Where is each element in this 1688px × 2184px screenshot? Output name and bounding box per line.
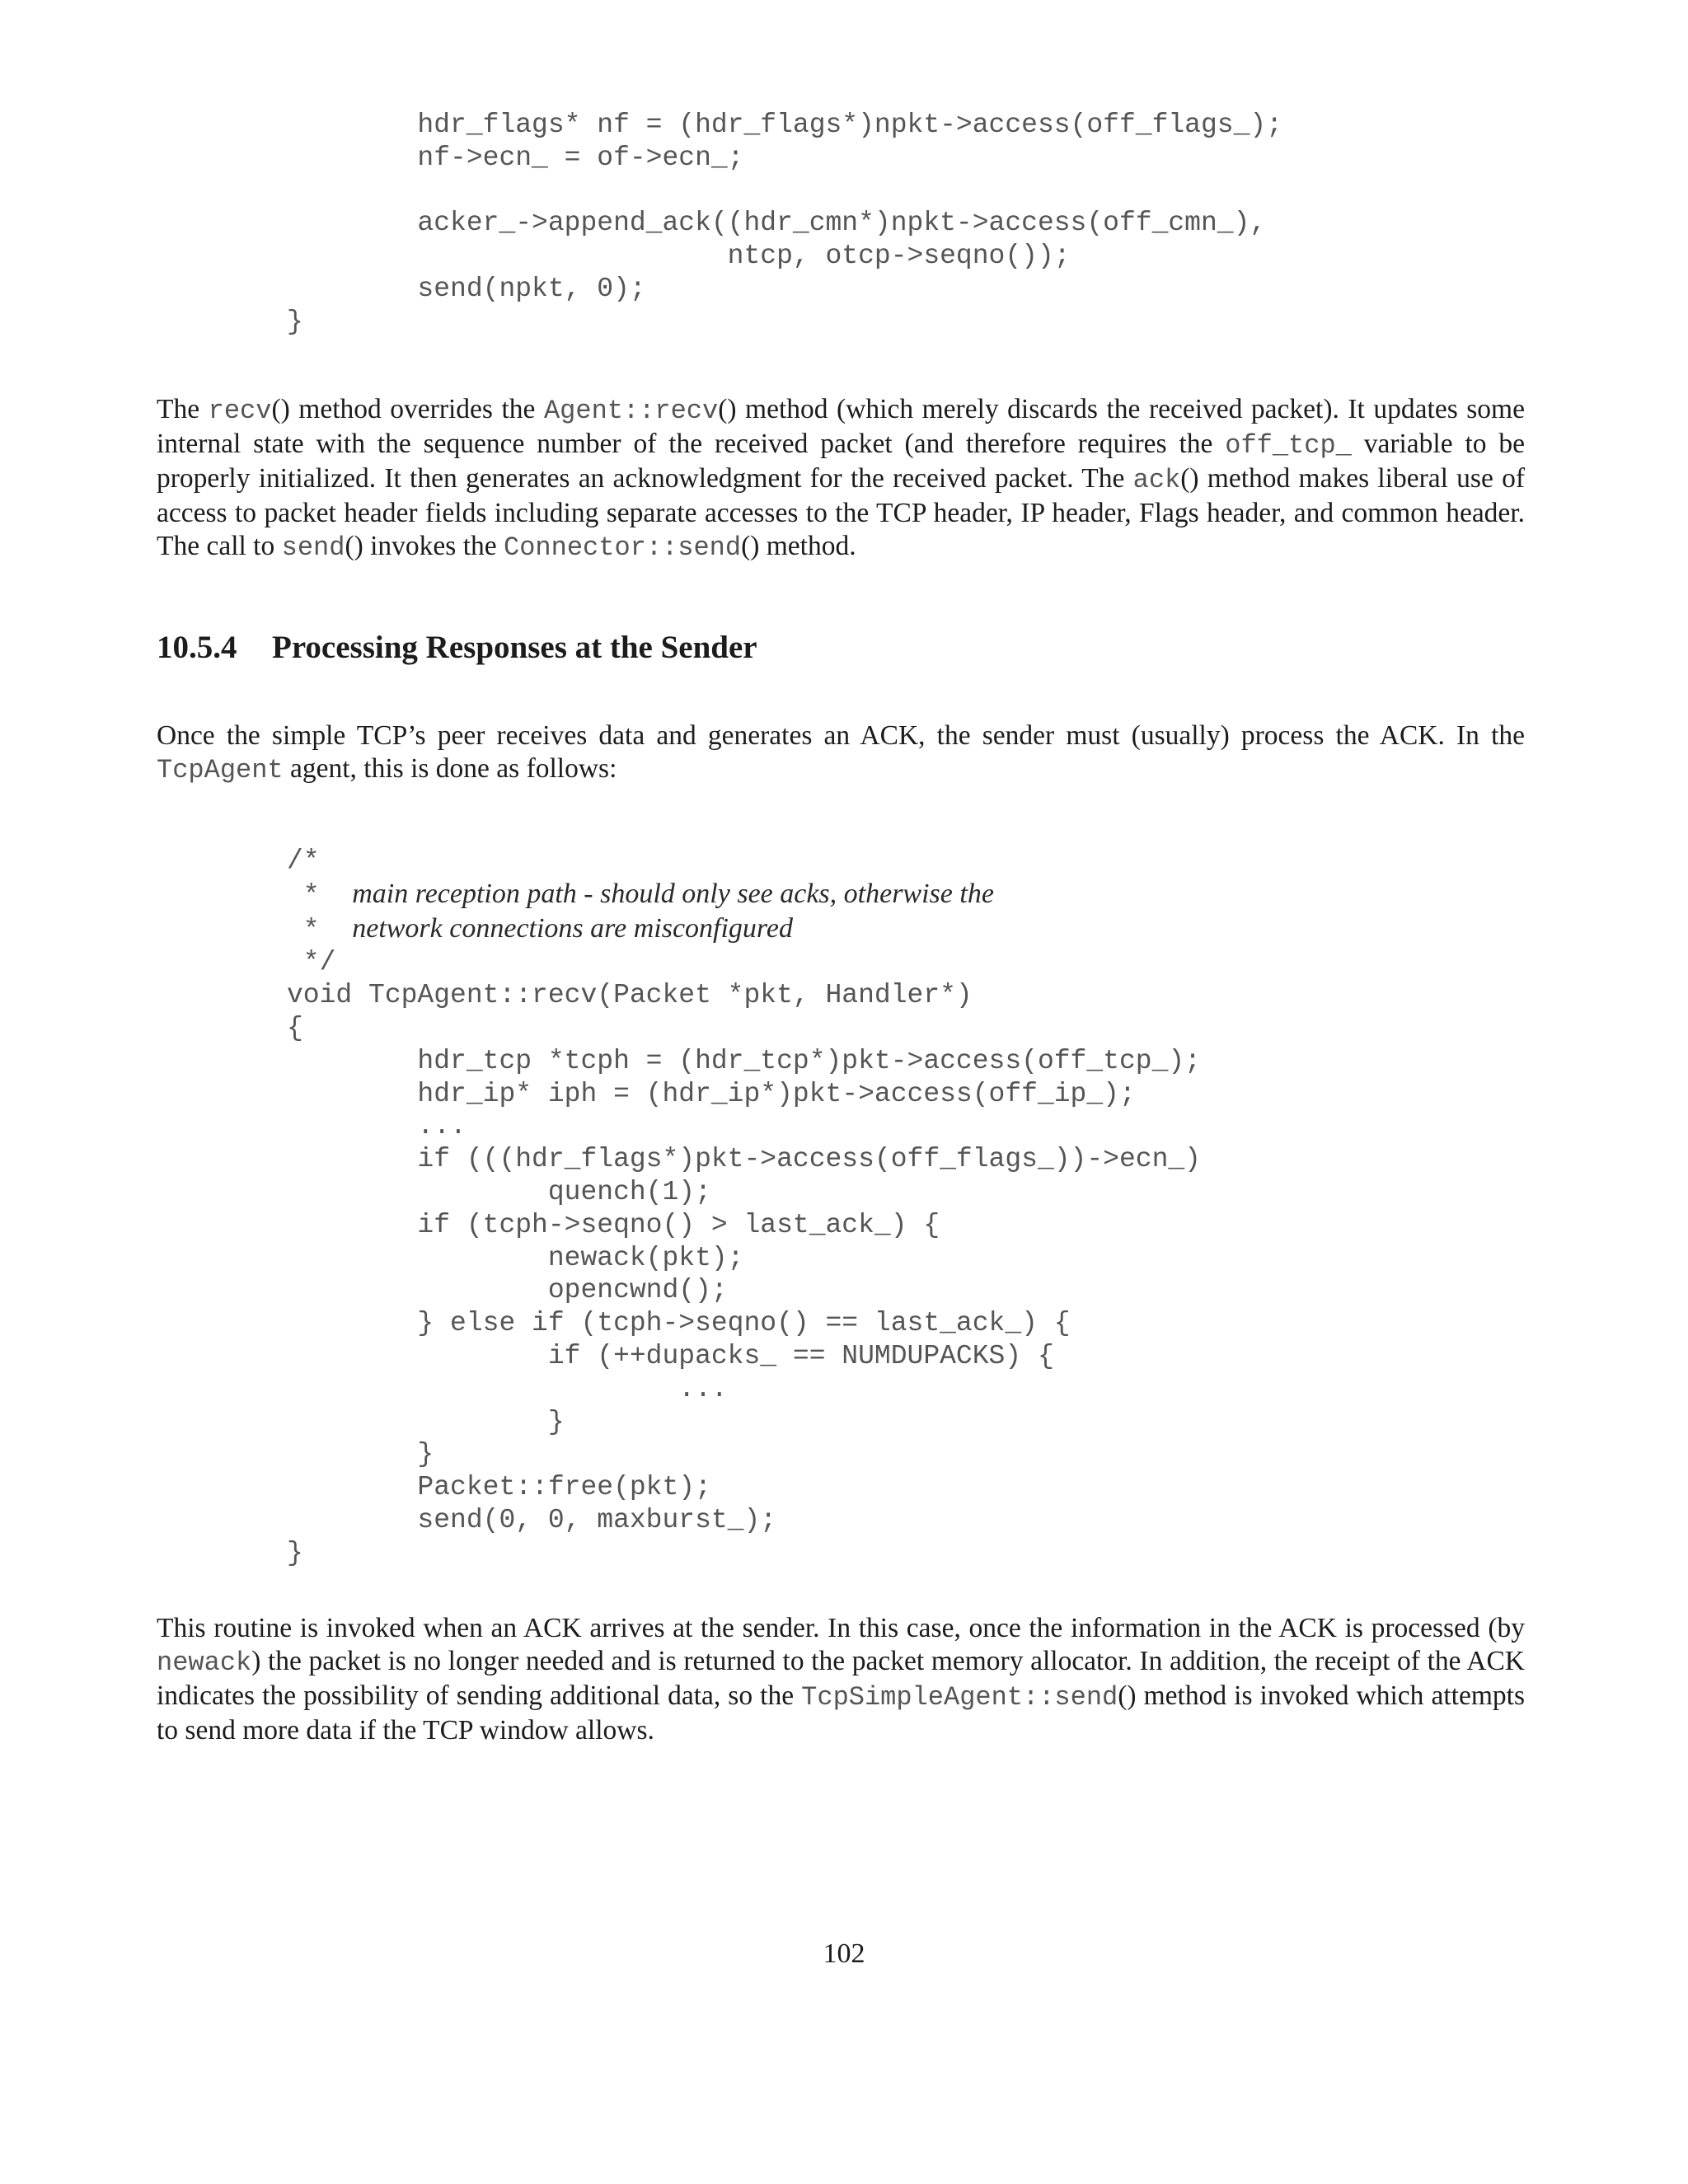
inline-code: ack	[1132, 465, 1181, 495]
code-block-top	[287, 109, 1282, 339]
code-line: }	[287, 1406, 565, 1437]
code-line: nf->ecn_ = of->ecn_;	[287, 142, 744, 173]
code-line: hdr_tcp *tcph = (hdr_tcp*)pkt->access(off_tcp_);	[287, 1045, 1201, 1076]
code-line: opencwnd();	[287, 1275, 728, 1306]
code-line: ntcp, otcp->seqno());	[287, 241, 1071, 272]
code-line: hdr_ip* iph = (hdr_ip*)pkt->access(off_ip_);	[287, 1078, 1136, 1109]
code-line: acker_->append_ack((hdr_cmn*)npkt->access(off_cmn_),	[287, 208, 1267, 239]
code-line: if (++dupacks_ == NUMDUPACKS) {	[287, 1340, 1054, 1371]
inline-code: newack	[157, 1647, 252, 1678]
body-paragraph-1: The recv() method overrides the Agent::recv() method (which merely discards the received packet). It updates some internal state with the sequence number of the received packet (and therefore requires the off_tcp_ variable to be properly initialized. It then generates an acknowledgment for the received packet. The ack() method makes liberal use of access to packet header fields including separate accesses to the TCP header, IP header, Flags header, and common header. The call to send() invokes the Connector::send() method.	[157, 394, 1525, 563]
code-line: quench(1);	[287, 1176, 711, 1207]
code-line: ...	[287, 1111, 467, 1142]
section-title: Processing Responses at the Sender	[272, 630, 757, 665]
code-comment-close: */	[287, 947, 336, 978]
body-paragraph-2: Once the simple TCP’s peer receives data and generates an ACK, the sender must (usually) process the ACK. In the TcpAgent agent, this is done as follows:	[157, 720, 1525, 785]
inline-code: off_tcp_	[1225, 430, 1352, 461]
code-line: }	[287, 306, 303, 337]
code-line: send(npkt, 0);	[287, 273, 646, 304]
code-line: }	[287, 1439, 434, 1470]
code-comment-open: /*	[287, 846, 320, 876]
body-paragraph-3: This routine is invoked when an ACK arrives at the sender. In this case, once the information in the ACK is processed (by newack) the packet is no longer needed and is returned to the packet memory allocator. In addition, the receipt of the ACK indicates the possibility of sending additional data, so the TcpSimpleAgent::send() method is invoked which attempts to send more data if the TCP window allows.	[157, 1613, 1525, 1746]
code-line: newack(pkt);	[287, 1242, 744, 1273]
code-line: send(0, 0, maxburst_);	[287, 1504, 777, 1535]
code-line: } else if (tcph->seqno() == last_ack_) {	[287, 1308, 1071, 1339]
inline-code: Connector::send	[504, 532, 742, 563]
code-comment-text: network connections are misconfigured	[352, 912, 793, 944]
code-line: Packet::free(pkt);	[287, 1472, 711, 1503]
page-number: 102	[823, 1938, 865, 1969]
inline-code: Agent::recv	[543, 396, 719, 426]
inline-code: send	[281, 532, 345, 563]
code-block-main	[287, 845, 1201, 1570]
code-line: {	[287, 1012, 303, 1043]
code-line: if (tcph->seqno() > last_ack_) {	[287, 1209, 940, 1240]
section-number: 10.5.4	[157, 630, 237, 665]
inline-code: recv	[208, 396, 272, 426]
code-comment-star: *	[287, 879, 320, 911]
code-comment-star: *	[287, 914, 320, 945]
code-line: ...	[287, 1373, 728, 1404]
code-comment-text: main reception path - should only see acks, otherwise the	[352, 878, 994, 909]
code-line: void TcpAgent::recv(Packet *pkt, Handler*)	[287, 980, 973, 1011]
section-heading	[157, 628, 757, 668]
code-line: hdr_flags* nf = (hdr_flags*)npkt->access(off_flags_);	[287, 110, 1282, 140]
inline-code: TcpSimpleAgent::send	[801, 1682, 1118, 1713]
inline-code: TcpAgent	[157, 755, 284, 785]
code-line: if (((hdr_flags*)pkt->access(off_flags_))->ecn_)	[287, 1144, 1201, 1175]
code-line: }	[287, 1537, 303, 1568]
